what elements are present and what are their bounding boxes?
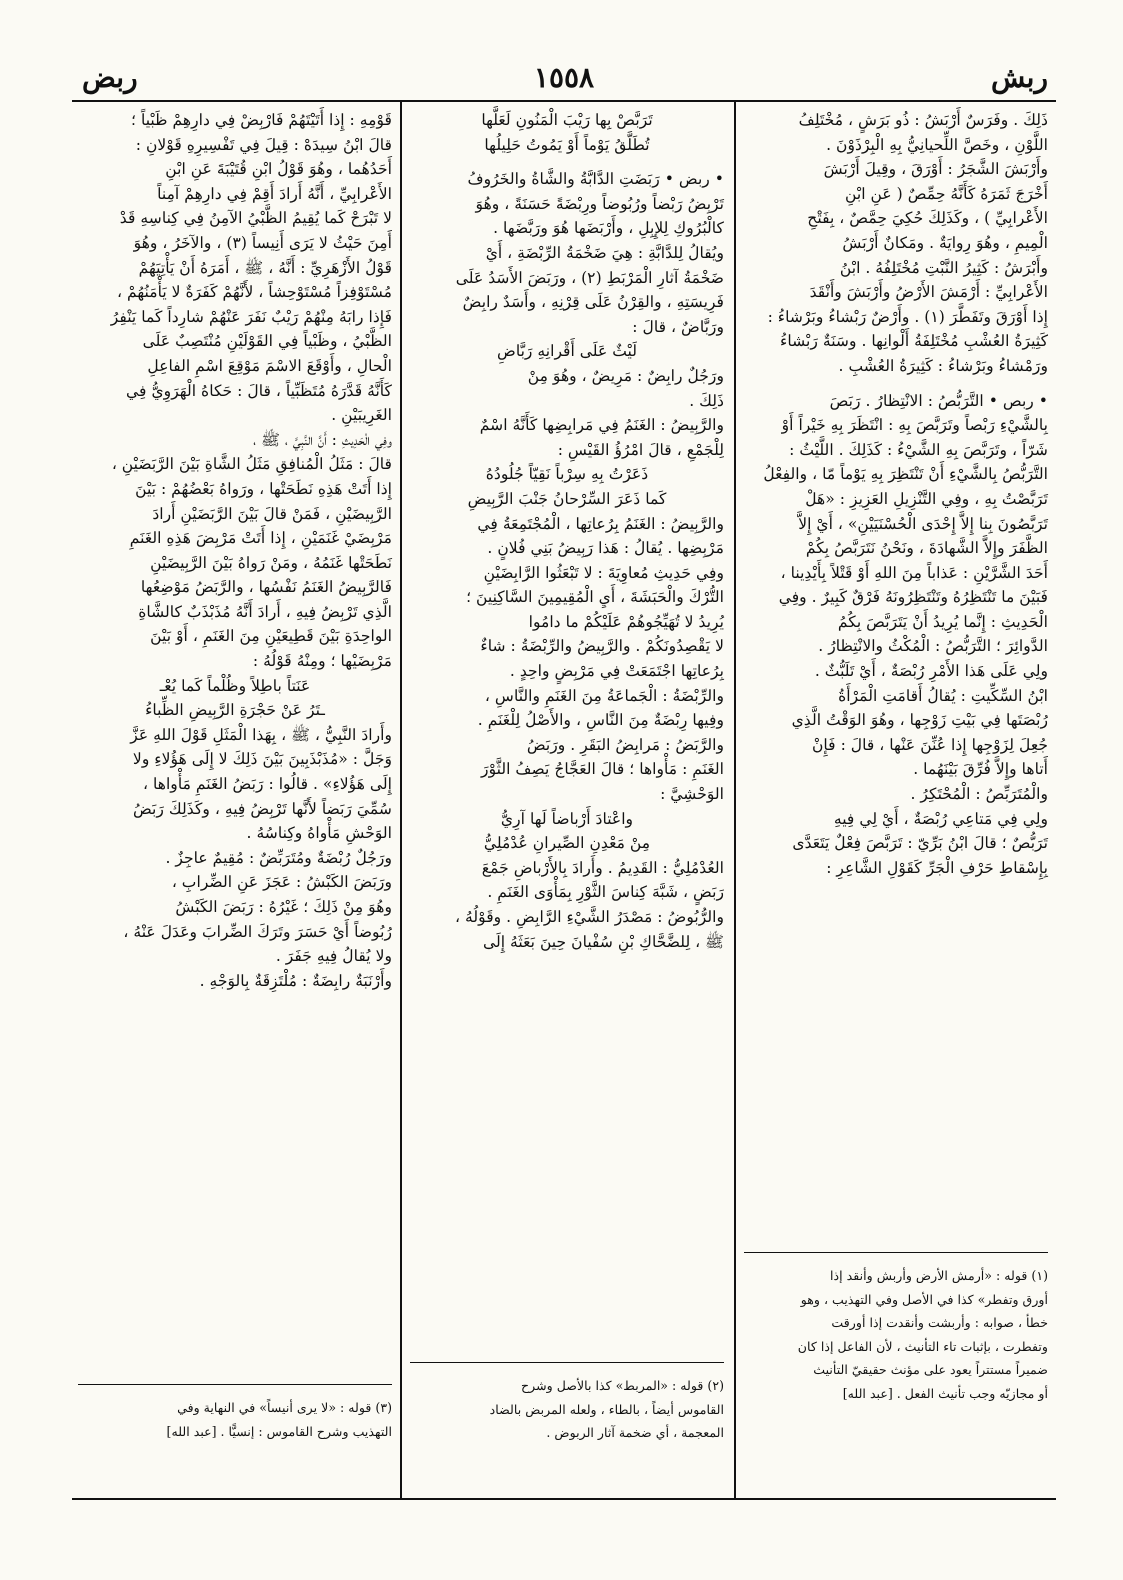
text-line: الأَعْرابِيِّ ) ، وكَذَلِكَ حُكِيَ حِمَّصٌ ، بِفَتْحِ [807, 209, 1048, 228]
text-line: نَطَحَتْها غَنَمُهُ ، ومَنْ رَواهُ بَيْنَ الرَّبِيضَيْنِ [150, 553, 392, 572]
text-line: الَّذِي تَرْبِضُ فِيهِ ، أَرادَ أَنَّهُ مُذَبْذَبٌ كالشَّاةِ [138, 602, 392, 621]
text-line: ويُقالُ لِلدَّابَّةِ : هِيَ ضَخْمَةُ الرِّبْضَةِ ، أَيْ [485, 243, 724, 262]
text-line: الوَحْشِ مَأْواهُ وكِناسُهُ . [246, 824, 392, 843]
text-line: التُّرْكَ والْحَبَشَةَ ، أَيِ الْمُقِيمِينَ السَّاكِنِينَ ؛ [466, 588, 724, 607]
text-line: رُبْصَتَها فِي بَيْتِ زَوْجِها ، وهُوَ الوَقْتُ الَّذِي [791, 711, 1048, 730]
footnote-rule-middle [410, 1362, 724, 1363]
text-line: جُعِلَ لِزَوْجِها إِذا عُنِّنَ عَنْها ، قالَ : فَإِنْ [811, 735, 1048, 754]
footnote-left [78, 1396, 392, 1443]
text-line: • ربض • رَبَضَتِ الدَّابَّةُ والشَّاةُ والخَرُوفُ [467, 170, 724, 189]
text-line: وفِيها رِبْضَةٌ مِنَ النَّاسِ ، والأَصْلُ لِلْغَنَمِ . [477, 711, 724, 730]
text-line: الغَرِيبَيْنِ . [331, 406, 392, 425]
text-line: الأَعْرابِيِّ : أَرْمَشَ الأَرْضُ وأَرْبَشَ وأَنْقَدَ [809, 283, 1048, 302]
text-line: بِرُعاتِها اجْتَمَعَتْ فِي مَرْبِضٍ واحِدٍ . [509, 662, 724, 681]
text-line: مَرْبِضِها . يُقالُ : هَذا رَبِيضُ بَنِي فُلانٍ . [487, 539, 724, 558]
text-line: لا يَقْصِدُونَكُمْ . والرَّبِيضُ والرِّبْضَةُ : شاءٌ [480, 637, 724, 656]
text-line: ـتَرُ عَنْ حَجْرَةِ الرَّبِيضِ الظِّباءُ [145, 701, 325, 720]
text-line: وأَبْرَشُ : كَثِيرُ النَّبْتِ مُخْتَلِفُهُ . ابْنُ [839, 258, 1048, 277]
text-line: وهُوَ مِنْ ذَلِكَ ؛ غَيْرُهُ : رَبَضَ الكَبْشُ [175, 898, 392, 916]
text-line: ورَجُلٌ رُبْضَةٌ ومُتَرَبِّضٌ : مُقِيمٌ عاجِزٌ . [165, 848, 392, 867]
text-line: كَما ذَعَرَ السِّرْحانُ جَنْبَ الرَّبِيضِ [467, 489, 667, 508]
entry-gap [410, 157, 724, 167]
text-line: ذَعَرْتُ بِهِ سِرْباً نَقِيّاً جُلُودُهُ [485, 465, 649, 484]
text-line: والْمُتَرَبِّصُ : الْمُحْتَكِرُ . [910, 785, 1048, 804]
text-line: مَرْبِضَيْ غَنَمَيْنِ ، إِذا أَتَتْ مَرْبِضَ هَذِهِ الغَنَمِ [129, 529, 392, 548]
text-line: التَّرَبُّصُ بِالشَّيْءِ أَنْ تَنْتَظِرَ بِهِ يَوْماً مّا ، والفِعْلُ [763, 465, 1048, 484]
text-line: الدَّوائِرَ ؛ التَّرَبُّصُ : الْمُكْثُ والانْتِظارُ . [818, 637, 1048, 656]
text-line: بِالشَّيْءِ رَبْصاً وتَرَبَّصَ بِهِ : انْتَظَرَ بِهِ خَيْراً أَوْ [781, 416, 1048, 435]
text-line: وأَرْبَشَ الشَّجَرُ : أَوْرَقَ ، وقِيلَ أَرْبَشَ [823, 160, 1048, 179]
text-line: اللَّوْنِ ، وخَصَّ اللِّحيانِيُّ بِهِ الْبِرْذَوْنَ . [826, 135, 1048, 154]
text-line: فَإِذا رابَهُ مِنْهُمْ رَيْبٌ نَفَرَ عَنْهُمْ شارِداً كَما يَنْفِرُ [110, 307, 392, 326]
text-line: ولِي فِي مَتاعِي رُبْصَةٌ ، أَيْ لِي فِيهِ [833, 809, 1048, 828]
text-line: تَرَبَّصْتُ بِهِ ، وفِي التَّنْزِيلِ العَزِيزِ : «هَلْ [805, 489, 1048, 508]
text-line: فَرِيسَتِهِ ، والقِرْنُ عَلَى قِرْنِهِ ، وأَسَدٌ رابِضٌ [462, 293, 724, 312]
footnote-line: خطأ ، صوابه : وأربشت وأنقدت إذا أورقت [831, 1315, 1048, 1330]
footnote-line: القاموس أيضاً ، بالطاء ، ولعله المربض بالضاد [489, 1401, 724, 1417]
text-line: ورَبَّاضٌ ، قالَ : [632, 317, 724, 336]
text-line: إِذا أَوْرَقَ وتَفَطَّرَ (١) . وأَرْضٌ رَبْشاءُ وبَرْشاءُ : [767, 307, 1048, 326]
text-line: إِلَى هَؤُلاءِ» . قالُوا : رَبَضُ الغَنَمِ مَأْواها ، [143, 775, 392, 794]
page-header [72, 60, 1056, 100]
text-line: تَرَبَّصْ بِها رَيْبَ الْمَنُونِ لَعَلَّها [481, 111, 653, 129]
column-middle [410, 108, 724, 954]
column-right [744, 108, 1048, 880]
header-rule [72, 100, 1056, 102]
text-line: قالَ : مَثَلُ الْمُنافِقِ مَثَلُ الشَّاةِ بَيْنَ الرَّبَضَيْنِ ، [111, 455, 392, 474]
text-line: والرَّبَضُ : مَرابِضُ البَقَرِ . ورَبَضُ [526, 735, 724, 754]
column-divider-left [400, 100, 402, 1498]
text-line: الظَّبْيُ ، وظَبْياً فِي القَوْلَيْنِ مُنْتَصِبٌ عَلَى [142, 332, 392, 351]
text-line: • ربص • التَّرَبُّصُ : الانْتِظارُ . رَبَصَ [829, 391, 1048, 410]
header-root-left: ربض [82, 61, 138, 94]
footnote-middle [410, 1374, 724, 1445]
footnote-right [744, 1264, 1048, 1405]
footer-rule [72, 1498, 1056, 1500]
text-line: فَالرَّبِيضُ الغَنَمُ نَفْسُها ، والرَّبَضُ مَوْضِعُها [140, 578, 392, 597]
text-line: ضَخْمَةُ آثارِ الْمَرْبَطِ (٢) ، ورَبَضَ الأَسَدُ عَلَى [455, 268, 724, 287]
text-line: إِذا أَتَتْ هَذِهِ نَطَحَتْها ، ورَواهُ بَعْضُهُمْ : بَيْنَ [135, 479, 392, 498]
footnote-line: ضميراً مستتراً يعود على مؤنث حقيقيّ التأنيث [813, 1362, 1048, 1377]
text-line: كالْبُرُوكِ لِلإِبِلِ ، وأَرْبَضَها هُوَ ورَبَّضَها . [493, 219, 724, 238]
text-line: وفِي الْحَدِيثِ : أَنَّ النَّبِيَّ ، ﷺ ، [253, 430, 392, 449]
text-line: قَوْلُ الأَزْهَرِيِّ : أَنَّهُ ، ﷺ ، أَمَرَهُ أَنْ يَأْتِيَهُمْ [138, 258, 392, 277]
text-line: الْمِيمِ ، وهُوَ رِوايَةٌ . ومَكانٌ أَرْبَشُ [842, 233, 1048, 252]
text-line: ورَجُلٌ رابِضٌ : مَرِيضٌ ، وهُوَ مِنْ [527, 366, 724, 385]
text-line: الظَّفَرَ وإِلاَّ الشَّهادَةَ ، ونَحْنُ نَتَرَبَّصُ بِكُمْ [805, 539, 1048, 558]
text-line: واعْتادَ أَرْباضاً لَها آرِيُّ [500, 809, 634, 828]
text-line: رَبَضٍ ، شَبَّهَ كِناسَ الثَّوْرِ بِمَأْوَى الغَنَمِ . [487, 883, 724, 902]
page-number: ١٥٥٨ [533, 61, 595, 94]
footnote-line: (٢) قوله : «المربط» كذا بالأصل وشرح [521, 1378, 724, 1393]
text-line: لا تَبْرَحْ كَما يُقِيمُ الظَّبْيُ الآمِنُ فِي كِناسِهِ قَدْ [119, 209, 392, 228]
text-line: بِإِسْقاطِ حَرْفِ الْجَرِّ كَقَوْلِ الشَّاعِرِ : [826, 858, 1048, 877]
text-line: تَرَبُّصٌ ؛ قالَ ابْنُ بَرِّيّ : تَرَبَّصَ فِعْلٌ يَتَعَدَّى [792, 834, 1048, 853]
text-line: يُرِيدُ لا تُهَيِّجُوهُمْ عَلَيْكُمْ ما دامُوا [528, 612, 724, 631]
footnote-line: التهذيب وشرح القاموس : إنسيًّا . [عبد الله] [166, 1423, 392, 1439]
footnote-line: أو مجازيّه وجب تأنيث الفعل . [عبد الله] [842, 1385, 1048, 1401]
footnote-line: (١) قوله : «أرمش الأرض وأربش وأنقد إذا [830, 1268, 1048, 1283]
text-line: الْحَدِيثِ : إِنَّما يُرِيدُ أَنْ يَتَرَبَّصَ بِكُمُ [837, 612, 1048, 631]
column-left [78, 108, 392, 993]
text-line: ولِي عَلَى هَذا الأَمْرِ رُبْصَةٌ ، أَيْ تَلَبُّثٌ . [814, 662, 1048, 681]
footnote-line: أورق وتفطر» كذا في الأصل وفي التهذيب ، وهو [800, 1291, 1048, 1307]
text-line: كَأَنَّهُ قَدَّرَهُ مُتَظَبِّياً ، قالَ : حَكاهُ الْهَرَوِيُّ فِي [126, 381, 392, 400]
entry-gap [744, 379, 1048, 389]
text-line: أَتاها وإِلاَّ فُرِّقَ بَيْنَهُما . [913, 760, 1048, 779]
text-line: والرِّبْضَةُ : الْجَماعَةُ مِنَ الغَنَمِ والنَّاسِ ، [484, 686, 724, 705]
footnote-rule-left [78, 1384, 392, 1385]
text-line: وأَرْنَبَةٌ رابِضَةٌ : مُلْتَزِقَةٌ بِالوَجْهِ . [199, 971, 392, 990]
text-line: قالَ ابْنُ سِيدَهْ : قِيلَ فِي تَفْسِيرِهِ قَوْلانِ : [135, 135, 392, 154]
text-line: ذَلِكَ . وفَرَسٌ أَرْبَشُ : ذُو بَرَشٍ ، مُخْتَلِفُ [798, 111, 1048, 129]
text-line: عَنَتاً باطِلاً وظُلْماً كَما يُعْـ [159, 676, 311, 695]
text-line: ورَمْشاءُ وبَرْشاءُ : كَثِيرَةُ العُشْبِ . [838, 356, 1048, 375]
text-line: تُطَلَّقُ يَوْماً أَوْ يَمُوتُ حَلِيلُها [484, 135, 650, 154]
text-line: والرَّبِيضُ : الغَنَمُ فِي مَرابِضِها كَأَنَّهُ اسْمٌ [479, 416, 724, 435]
text-line: الوَحْشِيَّ : [660, 785, 724, 804]
text-line: كَثِيرَةُ العُشْبِ مُخْتَلِفَةُ أَلْوانِها . وسَنَةٌ رَبْشاءُ [780, 332, 1048, 351]
text-line: لَيْثٌ عَلَى أَقْرانِهِ رَبَّاضِ [496, 342, 637, 361]
text-line: تَرْبِضُ رَبْضاً ورُبُوضاً ورِبْضَةً حَسَنَةً ، وهُوَ [475, 194, 724, 213]
text-line: قَوْمِهِ : إِذا أَتَيْتَهُمْ فَارْبِضْ فِي دارِهِمْ ظَبْياً ؛ [131, 111, 392, 129]
text-line: رُبُوضاً أَيْ حَسَرَ وتَرَكَ الضِّرابَ وعَدَلَ عَنْهُ ، [123, 922, 392, 941]
text-line: الْحالِ ، وأَوْقَعَ الاسْمَ مَوْقِعَ اسْمِ الفاعِلِ [147, 356, 392, 375]
text-line: وَجَلَّ : «مُذَبْذَبِينَ بَيْنَ ذَلِكَ لا إِلَى هَؤُلاءِ ولا [132, 750, 392, 769]
text-line: ذَلِكَ . [689, 391, 724, 410]
text-line: الواحِدَةِ بَيْنَ قَطِيعَيْنِ مِنَ الغَنَمِ ، أَوْ بَيْنَ [150, 627, 392, 646]
text-line: أَحَدُهُما ، وهُوَ قَوْلُ ابْنِ قُتَيْبَةَ عَنِ ابْنِ [165, 160, 392, 179]
text-line: سُمِّيَ رَبَضاً لأَنَّها تَرْبِضُ فِيهِ ، وكَذَلِكَ رَبَضُ [132, 799, 392, 818]
text-line: ﷺ ، لِلضَّحَّاكِ بْنِ سُفْيانَ حِينَ بَعَثَهُ إِلَى [483, 932, 724, 951]
header-root-right: ربش [990, 61, 1048, 94]
text-line: والرَّبِيضُ : الغَنَمُ بِرُعاتِها ، الْمُجْتَمِعَةُ فِي [477, 514, 724, 533]
text-line: الغَنَمِ : مَأْواها ؛ قالَ العَجَّاجُ يَصِفُ الثَّوْرَ [481, 760, 724, 779]
text-line: أَمِنَ حَيْثُ لا يَرَى أَنِيساً (٣) ، والآخَرُ ، وهُوَ [133, 233, 392, 252]
text-line: لِلْجَمْعِ ، قالَ امْرُؤُ القَيْسِ : [557, 440, 724, 459]
column-divider-right [734, 100, 736, 1498]
text-line: تَرَبَّصُونَ بِنا إِلاَّ إِحْدَى الْحُسْنَيَيْنِ» ، أَيْ إِلاَّ [798, 514, 1048, 533]
text-line: والرُّبُوضُ : مَصْدَرُ الشَّيْءِ الرَّابِضِ . وقَوْلُهُ ، [455, 908, 724, 926]
text-line: شَرّاً ، وتَرَبَّصَ بِهِ الشَّيْءُ : كَذَلِكَ . اللَّيْثُ : [789, 440, 1048, 459]
text-line: العُدْمُلِيُّ : القَدِيمُ . وأَرادَ بِالأَرْباضِ جَمْعَ [481, 858, 724, 877]
text-line: فَبَيْنَ ما تَنْتَظِرُهُ وتَنْتَظِرُونَهُ فَرْقٌ كَبِيرٌ . وفِي [778, 588, 1048, 607]
footnote-rule-right [744, 1252, 1048, 1253]
footnote-line: وتفطرت ، بإثبات تاء التأنيث ، لأن الفاعل إذا كان [797, 1338, 1048, 1354]
text-line: ورَبَضَ الكَبْشُ : عَجَزَ عَنِ الضِّرابِ ، [171, 873, 392, 892]
footnote-line: (٣) قوله : «لا يرى أنيساً» في النهاية وفي [177, 1400, 392, 1415]
text-line: الرَّبِيضَيْنِ ، فَمَنْ قالَ بَيْنَ الرَّبَضَيْنِ أَرادَ [152, 504, 392, 523]
text-line: مِنْ مَعْدِنِ الصِّيرانِ عُدْمُلِيُّ [483, 834, 651, 853]
text-line: مُسْتَوْفِزاً مُسْتَوْحِشاً ، لأَنَّهُمْ كَفَرَةٌ لا يَأْمَنُهُمْ ، [117, 283, 392, 302]
text-line: وأَرادَ النَّبِيُّ ، ﷺ ، بِهَذا الْمَثَلِ قَوْلَ اللهِ عَزَّ [130, 725, 392, 744]
text-line: ابْنُ السِّكِّيتِ : يُقالُ أَقامَتِ الْمَرْأَةُ [838, 686, 1048, 705]
text-line: الأَعْرابِيِّ ، أَنَّهُ أَرادَ أَقِمْ فِي دارِهِمْ آمِناً [157, 184, 392, 203]
footnote-line: المعجمة ، أي ضخمة آثار الربوض . [546, 1425, 724, 1440]
text-line: ولا يُقالُ فِيهِ جَفَرَ . [275, 947, 392, 966]
text-line: مَرْبِضَيْها ؛ ومِنْهُ قَوْلُهُ : [252, 652, 392, 671]
text-line: أَخْرَجَ ثَمَرَهُ كَأَنَّهُ حِمِّصٌ ( عَنِ ابْنِ [845, 184, 1048, 203]
text-line: وفِي حَدِيثِ مُعاوِيَةَ : لا تَبْعَثُوا الرَّابِضَيْنِ [483, 563, 724, 582]
text-line: أَحَدَ الشَّرَّيْنِ : عَذاباً مِنَ اللهِ أَوْ قَتْلاً بِأَيْدِينا ، [780, 563, 1048, 582]
